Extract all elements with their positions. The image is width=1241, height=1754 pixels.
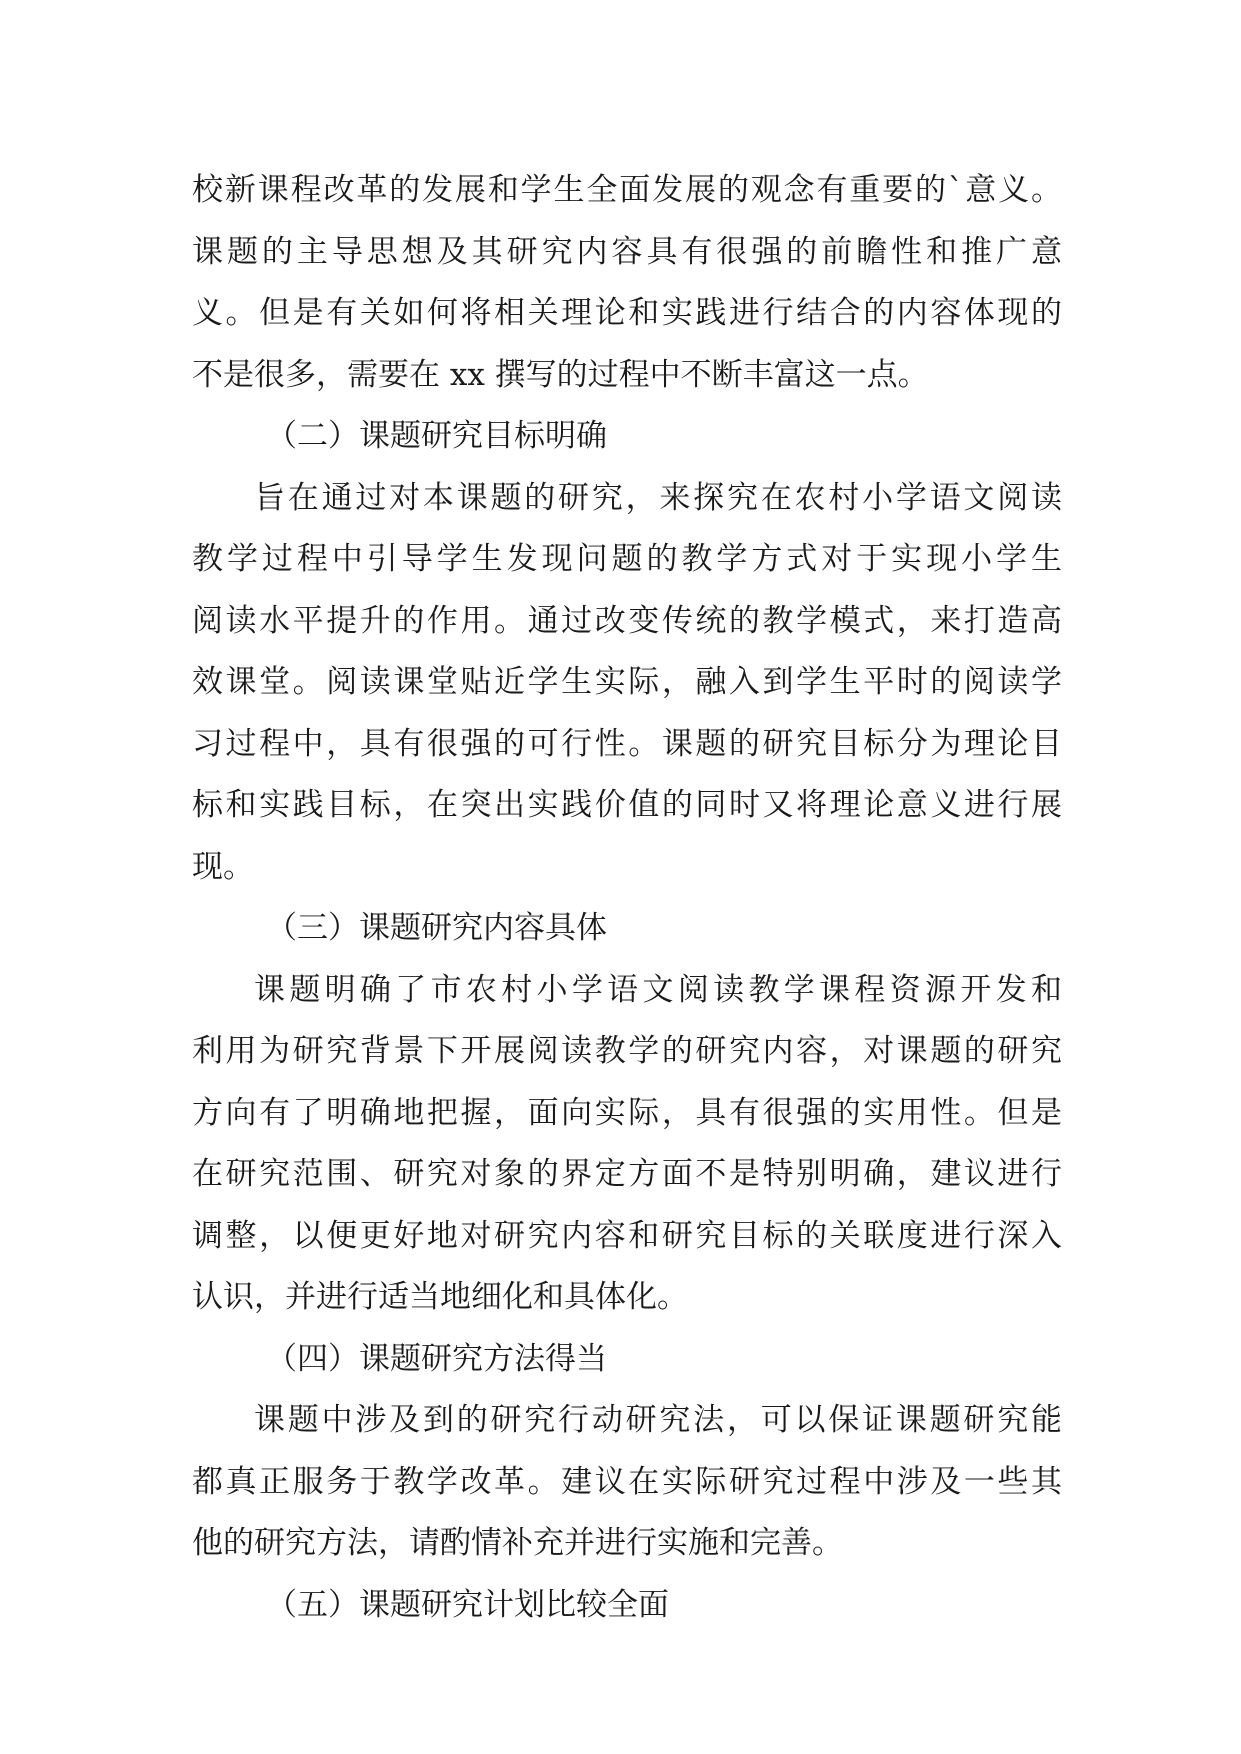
section-heading: （四）课题研究方法得当 bbox=[266, 1340, 607, 1377]
text-line: 课题中涉及到的研究行动研究法，可以保证课题研究能 bbox=[254, 1402, 1062, 1438]
text-line: 校新课程改革的发展和学生全面发展的观念有重要的`意义。 bbox=[192, 172, 1062, 208]
text-line: 调整，以便更好地对研究内容和研究目标的关联度进行深入 bbox=[192, 1217, 1062, 1254]
text-line: 效课堂。阅读课堂贴近学生实际，融入到学生平时的阅读学 bbox=[192, 664, 1062, 700]
section-heading: （三）课题研究内容具体 bbox=[266, 910, 607, 946]
text-line: 利用为研究背景下开展阅读教学的研究内容，对课题的研究 bbox=[192, 1033, 1062, 1069]
text-line: 标和实践目标，在突出实践价值的同时又将理论意义进行展 bbox=[192, 787, 1062, 823]
text-line: 阅读水平提升的作用。通过改变传统的教学模式，来打造高 bbox=[192, 602, 1062, 639]
text-line: 课题的主导思想及其研究内容具有很强的前瞻性和推广意 bbox=[192, 233, 1062, 270]
text-line: 义。但是有关如何将相关理论和实践进行结合的内容体现的 bbox=[192, 295, 1062, 331]
text-line: 教学过程中引导学生发现问题的教学方式对于实现小学生 bbox=[192, 541, 1062, 577]
text-line: 现。 bbox=[192, 848, 254, 885]
text-line: 在研究范围、研究对象的界定方面不是特别明确，建议进行 bbox=[192, 1156, 1062, 1192]
text-line: 旨在通过对本课题的研究，来探究在农村小学语文阅读 bbox=[254, 479, 1062, 516]
text-line: 方向有了明确地把握，面向实际，具有很强的实用性。但是 bbox=[192, 1094, 1062, 1131]
document-body bbox=[192, 160, 1062, 1636]
section-heading: （二）课题研究目标明确 bbox=[266, 418, 607, 454]
text-line: 都真正服务于教学改革。建议在实际研究过程中涉及一些其 bbox=[192, 1463, 1062, 1500]
text-line: 他的研究方法，请酌情补充并进行实施和完善。 bbox=[192, 1525, 843, 1561]
text-line: 认识，并进行适当地细化和具体化。 bbox=[192, 1279, 688, 1315]
text-line: 课题明确了市农村小学语文阅读教学课程资源开发和 bbox=[254, 971, 1062, 1008]
text-line: 习过程中，具有很强的可行性。课题的研究目标分为理论目 bbox=[192, 725, 1062, 762]
text-line: 不是很多，需要在 xx 撰写的过程中不断丰富这一点。 bbox=[192, 356, 929, 393]
section-heading: （五）课题研究计划比较全面 bbox=[266, 1586, 669, 1623]
